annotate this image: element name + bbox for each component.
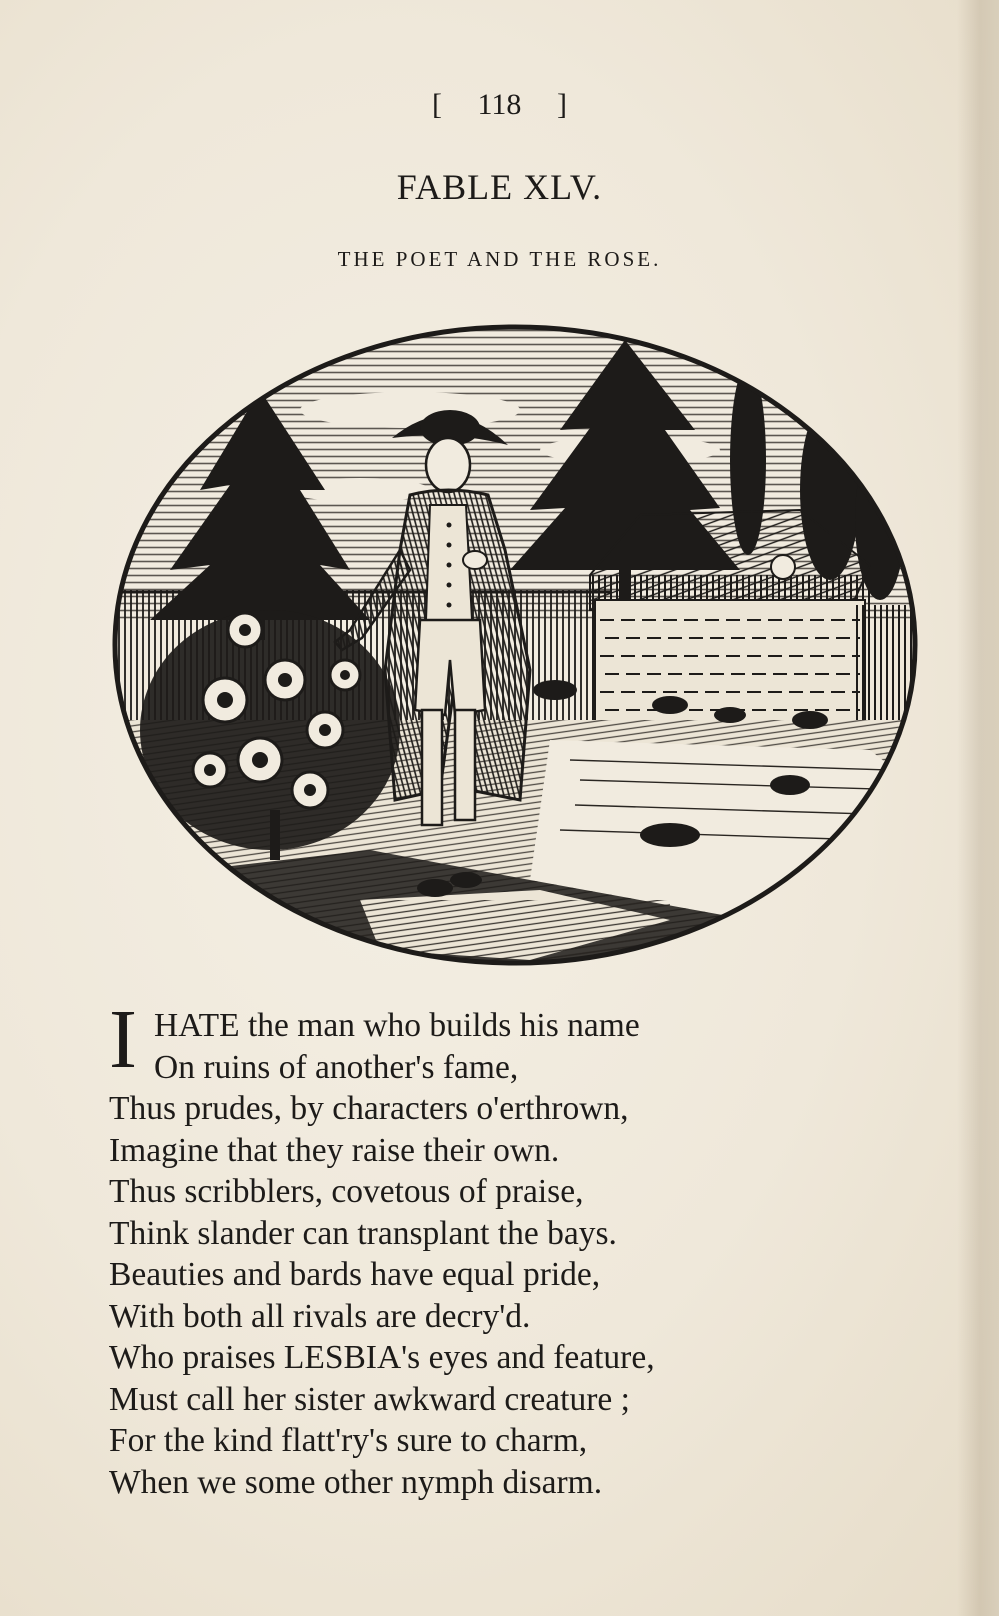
poem-line-9: Who praises LESBIA's eyes and feature, xyxy=(109,1339,655,1376)
poem-line-12: When we some other nymph disarm. xyxy=(109,1463,603,1501)
fable-number: FABLE XLV. xyxy=(396,167,603,207)
poem-line-7: Beauties and bards have equal pride, xyxy=(109,1256,601,1293)
poem-line-5: Thus scribblers, covetous of praise, xyxy=(109,1173,584,1210)
poem-line-8: With both all rivals are decry'd. xyxy=(109,1297,531,1335)
drop-cap: I xyxy=(109,993,137,1086)
bracket-left: [ xyxy=(432,88,443,121)
poem-line-1: HATE the man who builds his name xyxy=(154,1007,640,1044)
poem-line-2: On ruins of another's fame, xyxy=(154,1048,519,1086)
poem-line-4: Imagine that they raise their own. xyxy=(109,1131,560,1169)
poem-line-6: Think slander can transplant the bays. xyxy=(109,1214,617,1252)
page-number: 118 xyxy=(477,88,522,121)
engraving-illustration xyxy=(110,320,920,970)
poem-text xyxy=(109,1005,929,1503)
poem-line-11: For the kind flatt'ry's sure to charm, xyxy=(109,1422,588,1459)
poem-line-10: Must call her sister awkward creature ; xyxy=(109,1380,630,1418)
page-number-header xyxy=(0,88,999,122)
fable-title: THE POET AND THE ROSE. xyxy=(337,247,662,271)
poem-line-3: Thus prudes, by characters o'erthrown, xyxy=(109,1090,629,1127)
page-edge xyxy=(957,0,999,1616)
bracket-right: ] xyxy=(556,88,567,121)
